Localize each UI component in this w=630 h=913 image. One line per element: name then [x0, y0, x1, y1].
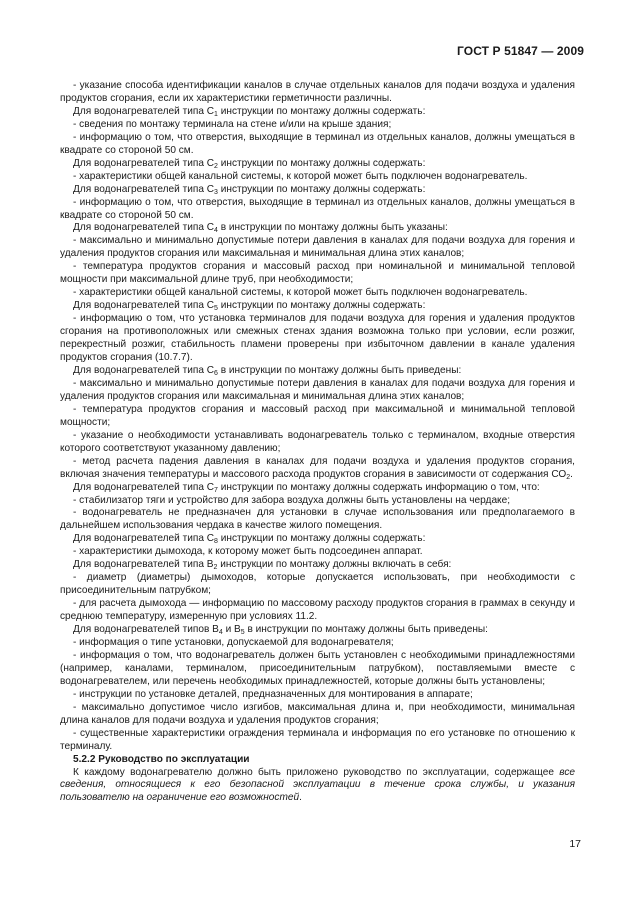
paragraph	[60, 572, 575, 598]
section-paragraph	[60, 767, 575, 806]
paragraph-text: - информация о том, что водонагреватель должен быть установлен с необходимыми принадлежностями (например, каналами, терминалом, присоединительным патрубком), поставляемыми вместе с водонагревателем, или перечень необходимых принадлежностей, которые должны быть установлены;	[60, 649, 575, 687]
paragraph-text: инструкции по монтажу должны содержать:	[217, 300, 426, 312]
subscript: 4	[218, 629, 223, 637]
paragraph	[60, 507, 575, 533]
paragraph-text: Для водонагревателей типа С	[73, 364, 215, 376]
paragraph-text: - метод расчета падения давления в каналах для подачи воздуха и удаления продуктов сгорания, включая значения температуры и массового расхода продуктов сгорания в зависимости от содержания СО	[60, 455, 575, 480]
paragraph	[60, 728, 575, 754]
paragraph-text: инструкции по монтажу должны содержать:	[217, 533, 426, 545]
paragraph-text: инструкции по монтажу должны содержать:	[217, 105, 426, 117]
paragraph-text: Для водонагревателей типа В	[73, 559, 214, 571]
paragraph-text: - информацию о том, что установка терминалов для подачи воздуха для горения и удаления продуктов сгорания на противоположных или смежных стенах здания возможна только при условии, если розжиг, перекрестный розжиг, стабильность пламени проверены при избыточном давлении в канале удаления продуктов сгорания (10.7.7).	[60, 313, 575, 364]
paragraph	[60, 456, 575, 482]
subscript: 7	[214, 486, 218, 494]
section-heading: 5.2.2 Руководство по эксплуатации	[73, 753, 250, 765]
paragraph-text: - указание о необходимости устанавливать водонагреватель только с терминалом, входные отверстия которого соответствуют указанному давлению;	[60, 429, 575, 454]
document-header: ГОСТ Р 51847 — 2009	[457, 44, 584, 58]
paragraph-text: в инструкции по монтажу должны быть приведены:	[244, 624, 488, 636]
paragraph-text: - характеристики общей канальной системы, к которой может быть подключен водонагреватель.	[73, 170, 528, 182]
paragraph-text: инструкции по монтажу должны содержать:	[217, 183, 426, 195]
paragraph-text: Для водонагревателей типа С	[73, 105, 215, 117]
paragraph-text: - информация о типе установки, допускаемой для водонагревателя;	[73, 636, 394, 648]
paragraph-text: Для водонагревателей типа С	[73, 222, 215, 234]
paragraph	[60, 197, 575, 223]
paragraph-text: Для водонагревателей типа С	[73, 533, 215, 545]
paragraph-text: - характеристики общей канальной системы, к которой может быть подключен водонагреватель.	[73, 287, 528, 299]
subscript: 5	[214, 305, 218, 313]
paragraph	[60, 702, 575, 728]
paragraph-text: - стабилизатор тяги и устройство для забора воздуха должны быть установлены на чердаке;	[73, 494, 511, 506]
paragraph	[60, 404, 575, 430]
paragraph-text: инструкции по монтажу должны содержать:	[217, 157, 426, 169]
subscript: 6	[214, 369, 218, 377]
paragraph	[60, 287, 575, 300]
paragraph-text: - температура продуктов сгорания и массовый расход при номинальной и минимальной тепловой мощности при максимальной длине труб, при необходимости;	[60, 261, 575, 286]
subscript: 4	[214, 227, 218, 235]
paragraph	[60, 106, 575, 119]
paragraph-text: - для расчета дымохода — информацию по массовому расходу продуктов сгорания в граммах в секунду и среднюю температуру, измеренную при условиях 11.2.	[60, 598, 575, 623]
paragraph	[60, 546, 575, 559]
subscript: 2	[213, 564, 218, 572]
paragraph	[60, 119, 575, 132]
paragraph	[60, 533, 575, 546]
paragraph-text: - инструкции по установке деталей, предназначенных для монтирования в аппарате;	[73, 688, 473, 700]
paragraph	[60, 313, 575, 365]
paragraph	[60, 650, 575, 689]
paragraph-text: - характеристики дымохода, к которому может быть подсоединен аппарат.	[73, 546, 423, 558]
paragraph-text: в инструкции по монтажу должны быть приведены:	[217, 364, 462, 376]
paragraph-text: .	[570, 468, 573, 480]
subscript: 2	[214, 162, 218, 170]
paragraph-text: - максимально допустимое число изгибов, максимальная длина и, при необходимости, минимальная длина каналов для подачи воздуха и удаления продуктов сгорания;	[60, 701, 575, 726]
paragraph-text: - информацию о том, что отверстия, выходящие в терминал из отдельных каналов, должны умещаться в квадрате со стороной 50 см.	[60, 131, 575, 156]
paragraph-text: .	[299, 792, 302, 804]
paragraph-text: в инструкции по монтажу должны быть указаны:	[217, 222, 448, 234]
paragraph-text: - сведения по монтажу терминала на стене и/или на крыше здания;	[73, 118, 392, 130]
paragraph	[60, 300, 575, 313]
paragraph-text: - информацию о том, что отверстия, выходящие в терминал из отдельных каналов, должны умещаться в квадрате со стороной 50 см.	[60, 196, 575, 221]
paragraph-text: Для водонагревателей типа С	[73, 157, 215, 169]
subscript: 8	[214, 538, 218, 546]
subscript: 2	[566, 473, 571, 481]
document-body	[60, 80, 575, 805]
paragraph-text: Для водонагревателей типа С	[73, 183, 215, 195]
paragraph	[60, 261, 575, 287]
paragraph	[60, 378, 575, 404]
subscript: 1	[214, 110, 218, 118]
paragraph-text: инструкции по монтажу должны включать в себя:	[217, 559, 452, 571]
paragraph-text: К каждому водонагревателю должно быть приложено руководство по эксплуатации, содержащее	[73, 766, 560, 778]
paragraph-text: инструкции по монтажу должны содержать информацию о том, что:	[217, 481, 540, 493]
paragraph	[60, 80, 575, 106]
paragraph-text: - диаметр (диаметры) дымоходов, которые допускается использовать, при необходимости с присоединительным патрубком;	[60, 572, 575, 597]
page-number: 17	[569, 838, 581, 850]
paragraph	[60, 235, 575, 261]
paragraph	[60, 430, 575, 456]
paragraph-text: - существенные характеристики ограждения терминала и информация по его установке по отношению к терминалу.	[60, 727, 575, 752]
subscript: 5	[240, 629, 245, 637]
paragraph-text: - максимально и минимально допустимые потери давления в каналах для подачи воздуха для горения и удаления продуктов сгорания или максимальная и минимальная длина этих каналов;	[60, 235, 575, 260]
paragraph	[60, 482, 575, 495]
paragraph	[60, 495, 575, 508]
paragraph-text: Для водонагревателей типов В	[73, 624, 219, 636]
paragraph	[60, 559, 575, 572]
paragraph-text: и В	[222, 624, 241, 636]
paragraph-text: - указание способа идентификации каналов в случае отдельных каналов для подачи воздуха и удаления продуктов сгорания, если их характеристики герметичности различны.	[60, 80, 575, 104]
paragraph	[60, 598, 575, 624]
paragraph	[60, 158, 575, 171]
paragraph	[60, 624, 575, 637]
paragraph	[60, 222, 575, 235]
paragraph	[60, 171, 575, 184]
paragraph-text: - максимально и минимально допустимые потери давления в каналах для подачи воздуха для горения и удаления продуктов сгорания или максимальная и минимальная длина этих каналов;	[60, 377, 575, 402]
paragraph	[60, 132, 575, 158]
paragraph-text: - водонагреватель не предназначен для установки в случае использования или предполагаемого в дальнейшем использования чердака в качестве жилого помещения.	[60, 507, 575, 532]
paragraph-text: Для водонагревателей типа С	[73, 481, 215, 493]
paragraph	[60, 365, 575, 378]
subscript: 3	[214, 188, 218, 196]
paragraph	[60, 184, 575, 197]
paragraph-text: Для водонагревателей типа С	[73, 300, 215, 312]
paragraph-text: - температура продуктов сгорания и массовый расход при максимальной и минимальной тепловой мощности;	[60, 403, 575, 428]
italic-text: все сведения, относящиеся к его безопасной эксплуатации в течение срока службы, и указания пользователю на ограничение его возможностей	[60, 766, 575, 804]
paragraph	[60, 689, 575, 702]
paragraph	[60, 637, 575, 650]
